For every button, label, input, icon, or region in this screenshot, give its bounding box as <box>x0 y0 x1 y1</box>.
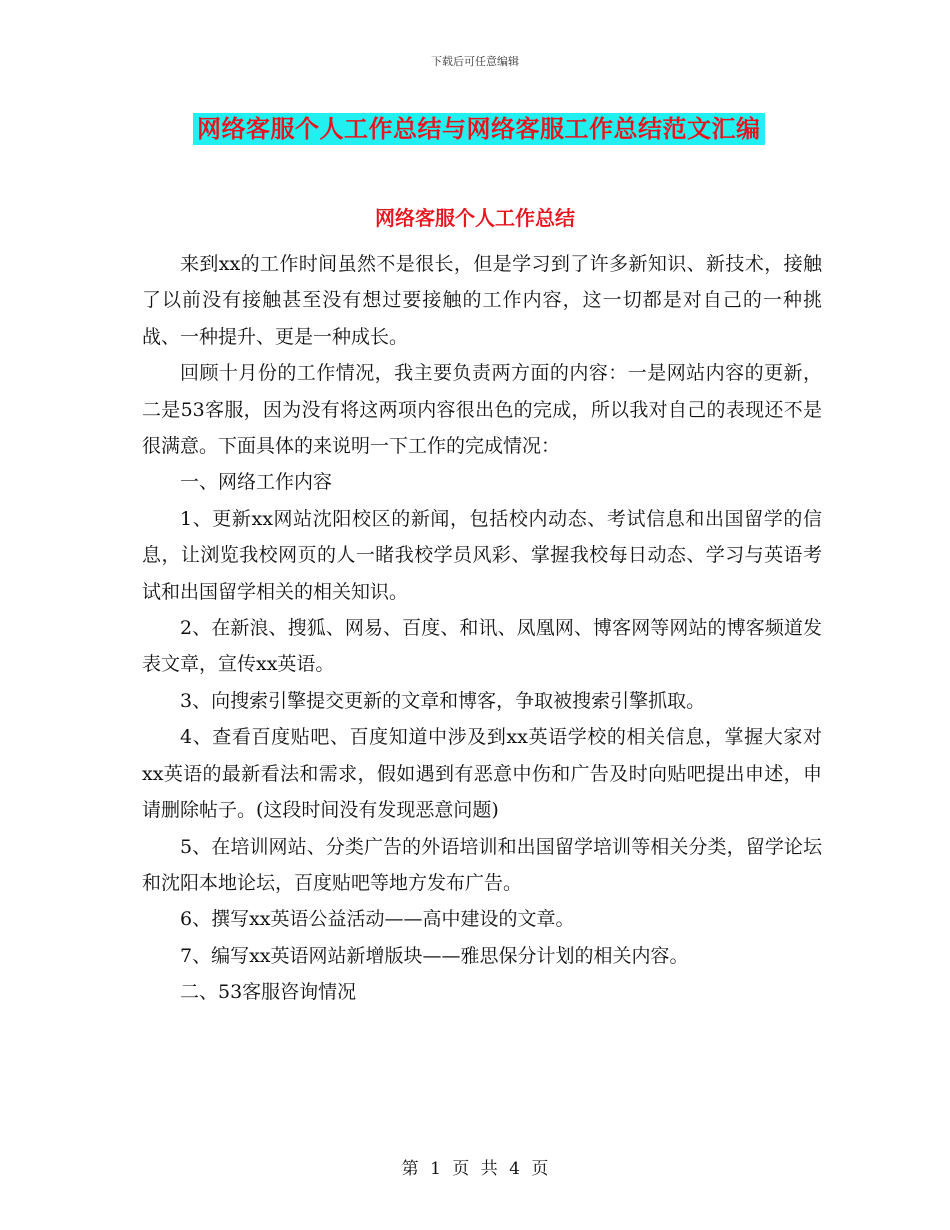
heading-53-service: 二、53客服咨询情况 <box>180 981 357 1004</box>
list-item-6: 6、撰写xx英语公益活动——高中建设的文章。 <box>180 908 575 931</box>
page-number: 第 1 页 共 4 页 <box>401 1159 549 1179</box>
header-note: 下载后可任意编辑 <box>431 55 519 68</box>
list-item-3: 3、向搜索引擎提交更新的文章和博客，争取被搜索引擎抓取。 <box>180 689 706 712</box>
list-item-4: 4、查看百度贴吧、百度知道中涉及到xx英语学校的相关信息，掌握大家对xx英语的最新看法和需求，假如遇到有恶意中伤和广告及时向贴吧提出申述，申请删除帖子。(这段时间没有发现恶意问题) <box>142 726 822 822</box>
paragraph-review: 回顾十月份的工作情况，我主要负责两方面的内容：一是网站内容的更新，二是53客服，因为没有将这两项内容很出色的完成，所以我对自己的表现还不是很满意。下面具体的来说明一下工作的完成情况： <box>142 362 822 458</box>
list-item-1: 1、更新xx网站沈阳校区的新闻，包括校内动态、考试信息和出国留学的信息，让浏览我校网页的人一睹我校学员风彩、掌握我校每日动态、学习与英语考试和出国留学相关的相关知识。 <box>142 507 822 603</box>
main-title: 网络客服个人工作总结与网络客服工作总结范文汇编 <box>193 113 765 145</box>
list-item-7: 7、编写xx英语网站新增版块——雅思保分计划的相关内容。 <box>180 944 689 967</box>
list-item-5: 5、在培训网站、分类广告的外语培训和出国留学培训等相关分类，留学论坛和沈阳本地论坛，百度贴吧等地方发布广告。 <box>142 835 822 894</box>
list-item-2: 2、在新浪、搜狐、网易、百度、和讯、凤凰网、博客网等网站的博客频道发表文章，宣传xx英语。 <box>142 617 822 676</box>
document-body <box>142 246 822 1011</box>
heading-network-work: 一、网络工作内容 <box>180 471 333 494</box>
section-title: 网络客服个人工作总结 <box>375 206 575 230</box>
paragraph-intro: 来到xx的工作时间虽然不是很长，但是学习到了许多新知识、新技术，接触了以前没有接触甚至没有想过要接触的工作内容，这一切都是对自己的一种挑战、一种提升、更是一种成长。 <box>142 253 822 348</box>
